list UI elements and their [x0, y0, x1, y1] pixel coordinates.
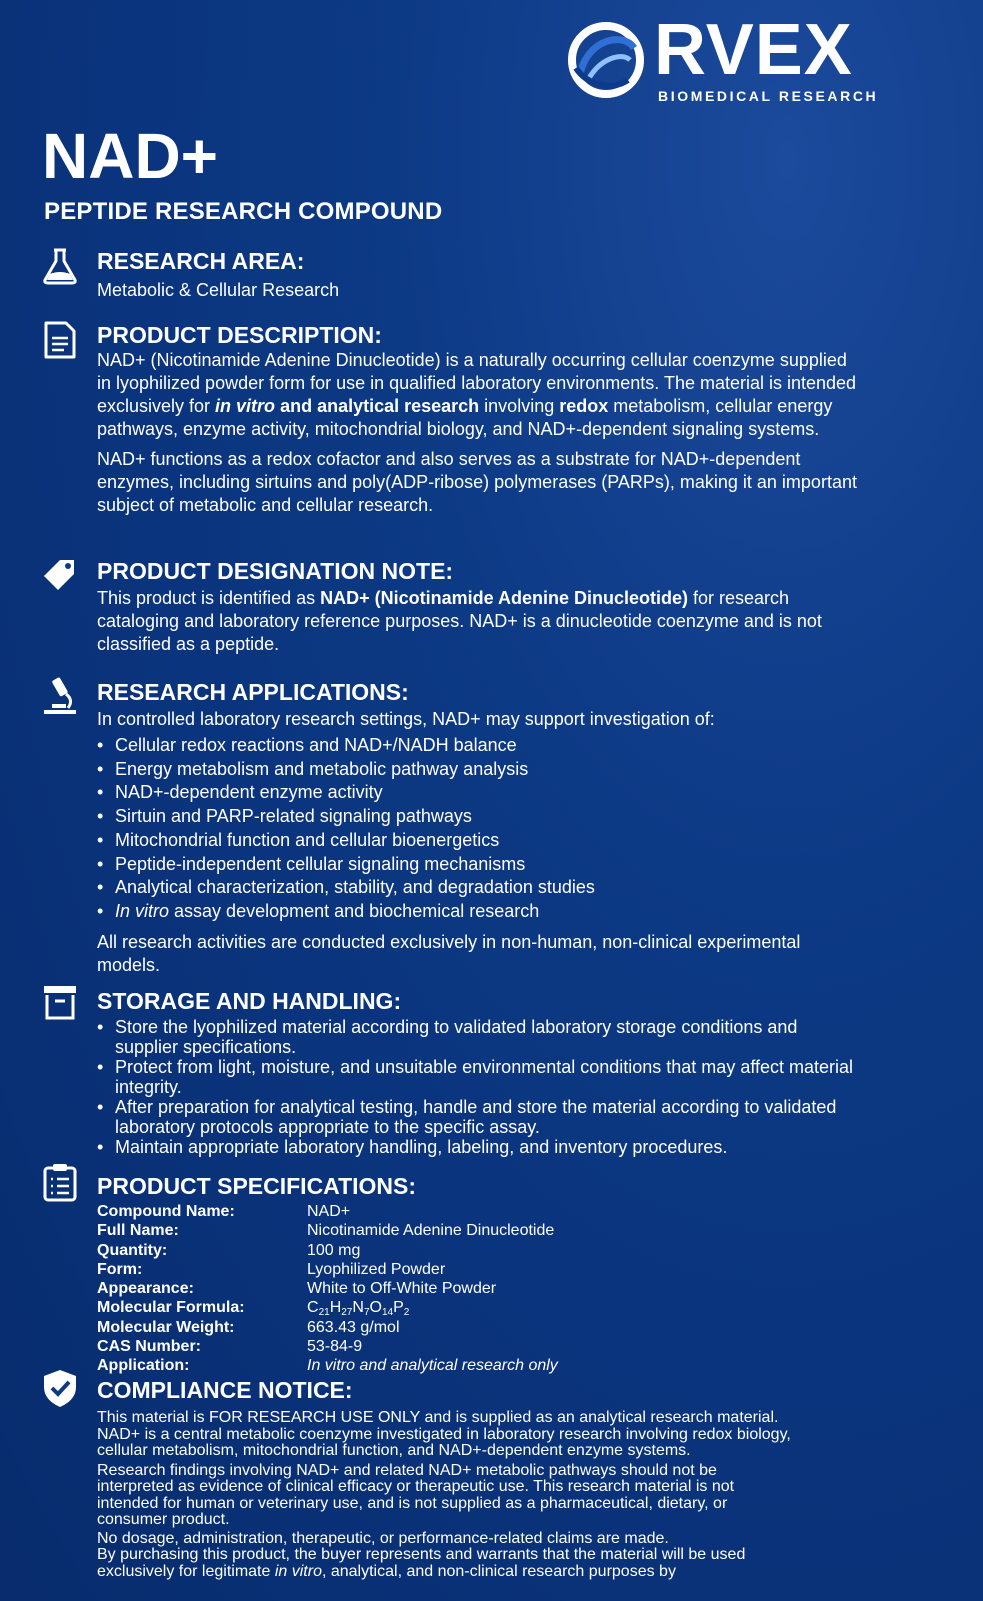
- spec-value: 100 mg: [307, 1241, 361, 1259]
- designation-section: [97, 557, 857, 656]
- designation-text: This product is identified as NAD+ (Nicotinamide Adenine Dinucleotide) for research cataloging and laboratory reference purposes. NAD+ is a dinucleotide coenzyme and is not classified as a peptide.: [97, 588, 822, 654]
- flask-icon: [40, 246, 80, 286]
- list-item: • Mitochondrial function and cellular bioenergetics: [97, 829, 857, 853]
- spec-value: In vitro and analytical research only: [307, 1357, 558, 1375]
- spec-label: Form:: [97, 1260, 143, 1278]
- compliance-section: [97, 1376, 797, 1580]
- tag-icon: [40, 554, 80, 594]
- spec-label: Application:: [97, 1357, 190, 1375]
- applications-list: [97, 734, 857, 924]
- specs-heading: PRODUCT SPECIFICATIONS:: [97, 1173, 417, 1199]
- spec-value: NAD+: [307, 1203, 351, 1220]
- shield-check-icon: [40, 1368, 80, 1408]
- container-icon: [40, 982, 80, 1022]
- list-item: • Maintain appropriate laboratory handling, labeling, and inventory procedures.: [97, 1137, 857, 1157]
- designation-heading: PRODUCT DESIGNATION NOTE:: [97, 558, 454, 584]
- specs-table: [97, 1202, 857, 1376]
- spec-value-formula: $C_{21}H_{27}N_7O_{14}P_2$: [307, 1299, 410, 1319]
- applications-heading: RESEARCH APPLICATIONS:: [97, 679, 409, 705]
- applications-intro: In controlled laboratory research settings, NAD+ may support investigation of:: [97, 709, 715, 729]
- specs-section: [97, 1172, 857, 1376]
- storage-section: [97, 987, 857, 1157]
- applications-outro: All research activities are conducted exclusively in non-human, non-clinical experimental models.: [97, 931, 801, 975]
- list-item: • Sirtuin and PARP-related signaling pathways: [97, 805, 857, 829]
- brand-tagline: BIOMEDICAL RESEARCH: [658, 88, 879, 104]
- compliance-paragraph-3: No dosage, administration, therapeutic, or performance-related claims are made.: [97, 1529, 669, 1547]
- spec-value: Nicotinamide Adenine Dinucleotide: [307, 1222, 555, 1240]
- spec-value: Lyophilized Powder: [307, 1260, 446, 1278]
- research-area-section: [97, 247, 857, 302]
- spec-label: Compound Name:: [97, 1203, 235, 1220]
- compliance-paragraph-2: Research findings involving NAD+ and related NAD+ metabolic pathways should not be interpreted as evidence of clinical efficacy or therapeutic use. This research material is not intended for human or veterinary use, and is not supplied as a pharmaceutical, dietary, or consumer product.: [97, 1461, 735, 1528]
- spec-label: Molecular Formula:: [97, 1299, 245, 1317]
- research-area-value: Metabolic & Cellular Research: [97, 280, 340, 300]
- page-title: NAD+: [42, 120, 219, 192]
- compliance-paragraph-4: By purchasing this product, the buyer represents and warrants that the material will be used exclusively for legitimate in vitro, analytical, and non-clinical research purposes by: [97, 1546, 746, 1580]
- storage-heading: STORAGE AND HANDLING:: [97, 988, 402, 1014]
- clipboard-icon: [40, 1162, 80, 1202]
- spec-label: Molecular Weight:: [97, 1318, 235, 1336]
- spec-label: Quantity:: [97, 1241, 168, 1259]
- spec-value: 53-84-9: [307, 1338, 363, 1356]
- page-subtitle: PEPTIDE RESEARCH COMPOUND: [44, 198, 443, 225]
- microscope-icon: [40, 676, 80, 716]
- list-item: • Energy metabolism and metabolic pathway analysis: [97, 758, 857, 782]
- description-heading: PRODUCT DESCRIPTION:: [97, 322, 382, 348]
- list-item: • Analytical characterization, stability, and degradation studies: [97, 876, 857, 900]
- list-item: • Cellular redox reactions and NAD+/NADH balance: [97, 734, 857, 758]
- list-item: • In vitro assay development and biochemical research: [97, 900, 857, 924]
- compliance-heading: COMPLIANCE NOTICE:: [97, 1377, 353, 1403]
- storage-list: [97, 1017, 857, 1157]
- applications-section: [97, 678, 857, 977]
- list-item: • After preparation for analytical testing, handle and store the material according to validated laboratory protocols appropriate to the specific assay.: [97, 1097, 857, 1137]
- list-item: • NAD+-dependent enzyme activity: [97, 781, 857, 805]
- description-paragraph-1: NAD+ (Nicotinamide Adenine Dinucleotide) is a naturally occurring cellular coenzyme supplied in lyophilized powder form for use in qualified laboratory environments. The material is intended exclusively for in vitro and analytical research involving redox metabolism, cellular energy pathways, enzyme activity, mitochondrial biology, and NAD+-dependent signaling systems.: [97, 350, 857, 439]
- spec-value: 663.43 g/mol: [307, 1318, 400, 1336]
- list-item: • Peptide-independent cellular signaling mechanisms: [97, 853, 857, 877]
- swirl-logo-icon: [566, 18, 646, 102]
- spec-value: White to Off-White Powder: [307, 1280, 497, 1298]
- list-item: • Store the lyophilized material according to validated laboratory storage conditions and supplier specifications.: [97, 1017, 857, 1057]
- document-icon: [40, 320, 80, 360]
- spec-label: Full Name:: [97, 1222, 179, 1240]
- list-item: • Protect from light, moisture, and unsuitable environmental conditions that may affect material integrity.: [97, 1057, 857, 1097]
- brand-name: RVEX: [654, 10, 853, 90]
- description-paragraph-2: NAD+ functions as a redox cofactor and also serves as a substrate for NAD+-dependent enzymes, including sirtuins and poly(ADP-ribose) polymerases (PARPs), making it an important subject of metabolic and cellular research.: [97, 449, 857, 515]
- spec-label: CAS Number:: [97, 1338, 202, 1356]
- compliance-paragraph-1: This material is FOR RESEARCH USE ONLY and is supplied as an analytical research material. NAD+ is a central metabolic coenzyme investigated in laboratory research involving redox biology, cellular metabolism, mitochondrial function, and NAD+-dependent enzyme systems.: [97, 1409, 791, 1459]
- brand-logo: [566, 10, 886, 106]
- research-area-heading: RESEARCH AREA:: [97, 248, 305, 274]
- description-section: [97, 321, 857, 517]
- spec-label: Appearance:: [97, 1280, 194, 1298]
